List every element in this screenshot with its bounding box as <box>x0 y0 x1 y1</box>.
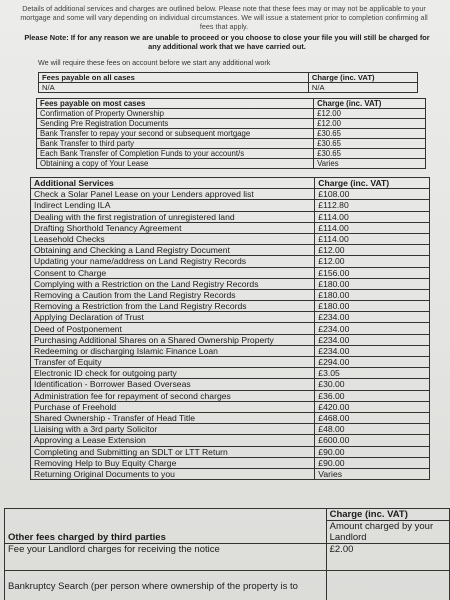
table-row <box>31 368 430 379</box>
table-row <box>37 139 426 149</box>
service-cell: Applying Declaration of Trust <box>31 312 315 323</box>
charge-cell: £2.00 <box>326 544 449 571</box>
service-cell: Electronic ID check for outgoing party <box>31 368 315 379</box>
please-note-paragraph: Please Note: If for any reason we are unable to proceed or you choose to close your file you will still be charged for any additional work that we have carried out. <box>24 33 430 51</box>
column-header-charge: Charge (inc. VAT) <box>308 73 417 83</box>
charge-cell: £108.00 <box>315 189 430 200</box>
service-cell: Updating your name/address on Land Registry Records <box>31 256 315 267</box>
fees-all-cases-table <box>38 72 418 93</box>
table-row <box>31 446 430 457</box>
table-row <box>31 401 430 412</box>
charge-cell: £180.00 <box>315 301 430 312</box>
service-cell: Deed of Postponement <box>31 323 315 334</box>
charge-cell: £600.00 <box>315 435 430 446</box>
charge-cell: £12.00 <box>314 109 426 119</box>
charge-cell: £30.65 <box>314 149 426 159</box>
column-header-charge: Charge (inc. VAT) <box>315 178 430 189</box>
charge-cell: £114.00 <box>315 233 430 244</box>
table-row <box>31 267 430 278</box>
service-cell: Sending Pre Registration Documents <box>37 119 314 129</box>
service-cell: Each Bank Transfer of Completion Funds to your account/s <box>37 149 314 159</box>
service-cell: Confirmation of Property Ownership <box>37 109 314 119</box>
table-row <box>31 312 430 323</box>
additional-services-table <box>30 177 430 480</box>
charge-cell: £468.00 <box>315 412 430 423</box>
charge-cell: £294.00 <box>315 357 430 368</box>
table-row <box>5 571 450 600</box>
charge-cell: £420.00 <box>315 401 430 412</box>
service-cell: Bankruptcy Search (per person where ownership of the property is to <box>5 571 327 600</box>
service-cell: Purchase of Freehold <box>31 401 315 412</box>
table-row <box>31 435 430 446</box>
service-cell: Returning Original Documents to you <box>31 468 315 479</box>
charge-cell: £12.00 <box>315 245 430 256</box>
service-cell: Liaising with a 3rd party Solicitor <box>31 424 315 435</box>
table-row <box>31 334 430 345</box>
service-cell: Shared Ownership - Transfer of Head Title <box>31 412 315 423</box>
charge-header-label: Charge (inc. VAT) <box>327 509 449 521</box>
charge-cell: Varies <box>315 468 430 479</box>
service-cell: Redeeming or discharging Islamic Finance Loan <box>31 345 315 356</box>
intro-paragraph: Details of additional services and charges are outlined below. Please note that these fees may or may not be applicable to your mortgage and some will vary depending on individual circumstances. We will issue a statement prior to completion confirming all fees that apply. <box>20 4 428 31</box>
column-header-service: Additional Services <box>31 178 315 189</box>
charge-cell: £234.00 <box>315 334 430 345</box>
service-cell: Approving a Lease Extension <box>31 435 315 446</box>
service-cell: Purchasing Additional Shares on a Shared Ownership Property <box>31 334 315 345</box>
charge-cell: £90.00 <box>315 457 430 468</box>
service-cell: Bank Transfer to third party <box>37 139 314 149</box>
table-row <box>31 323 430 334</box>
charge-cell: £234.00 <box>315 323 430 334</box>
table-row <box>31 390 430 401</box>
charge-cell <box>326 571 449 600</box>
table-row <box>31 222 430 233</box>
charge-cell: £12.00 <box>315 256 430 267</box>
charge-cell: £180.00 <box>315 289 430 300</box>
fees-on-account-note: We will require these fees on account before we start any additional work <box>38 58 271 67</box>
table-row <box>31 256 430 267</box>
table-row <box>31 233 430 244</box>
table-row <box>31 245 430 256</box>
table-row <box>31 345 430 356</box>
charge-cell: £12.00 <box>314 119 426 129</box>
table-row <box>31 468 430 479</box>
table-row <box>31 357 430 368</box>
column-header-service: Fees payable on all cases <box>39 73 309 83</box>
table-row <box>31 189 430 200</box>
service-cell: Consent to Charge <box>31 267 315 278</box>
charge-cell: £234.00 <box>315 312 430 323</box>
service-cell: Obtaining and Checking a Land Registry Document <box>31 245 315 256</box>
service-cell: Transfer of Equity <box>31 357 315 368</box>
charge-cell: £36.00 <box>315 390 430 401</box>
service-cell: Administration fee for repayment of second charges <box>31 390 315 401</box>
table-row <box>31 211 430 222</box>
charge-cell: £30.00 <box>315 379 430 390</box>
charge-cell: £112.80 <box>315 200 430 211</box>
charge-cell: Varies <box>314 159 426 169</box>
service-cell: Dealing with the first registration of unregistered land <box>31 211 315 222</box>
table-row <box>31 379 430 390</box>
table-row <box>37 149 426 159</box>
charge-cell: £90.00 <box>315 446 430 457</box>
service-cell: Identification - Borrower Based Overseas <box>31 379 315 390</box>
table-row <box>31 278 430 289</box>
table-row <box>31 289 430 300</box>
table-row <box>31 424 430 435</box>
table-row <box>37 129 426 139</box>
table-row <box>31 301 430 312</box>
charge-cell: £114.00 <box>315 211 430 222</box>
charge-cell: £3.05 <box>315 368 430 379</box>
third-party-fees-table <box>4 508 450 600</box>
fees-most-cases-table <box>36 98 426 169</box>
service-cell: Check a Solar Panel Lease on your Lenders approved list <box>31 189 315 200</box>
charge-cell: £234.00 <box>315 345 430 356</box>
charge-cell: £30.65 <box>314 139 426 149</box>
column-header-service: Fees payable on most cases <box>37 99 314 109</box>
table-header-row <box>37 99 426 109</box>
charge-cell: £30.65 <box>314 129 426 139</box>
charge-cell: £180.00 <box>315 278 430 289</box>
table-header-row <box>39 73 418 83</box>
table-row <box>37 119 426 129</box>
column-header-charge: Charge (inc. VAT) <box>314 99 426 109</box>
service-cell: Fee your Landlord charges for receiving the notice <box>5 544 327 571</box>
table-row <box>37 109 426 119</box>
table-row <box>31 412 430 423</box>
service-cell: Bank Transfer to repay your second or subsequent mortgage <box>37 129 314 139</box>
column-header-service: Other fees charged by third parties <box>5 509 327 544</box>
service-cell: N/A <box>39 83 309 93</box>
charge-cell: £114.00 <box>315 222 430 233</box>
table-row <box>39 83 418 93</box>
column-header-charge <box>326 509 449 544</box>
table-row <box>31 200 430 211</box>
charge-cell: £156.00 <box>315 267 430 278</box>
table-row <box>5 544 450 571</box>
table-header-row <box>5 509 450 544</box>
charge-cell: £48.00 <box>315 424 430 435</box>
service-cell: Removing Help to Buy Equity Charge <box>31 457 315 468</box>
service-cell: Complying with a Restriction on the Land Registry Records <box>31 278 315 289</box>
table-row <box>37 159 426 169</box>
service-cell: Indirect Lending ILA <box>31 200 315 211</box>
service-cell: Drafting Shorthold Tenancy Agreement <box>31 222 315 233</box>
charge-cell: N/A <box>308 83 417 93</box>
service-cell: Leasehold Checks <box>31 233 315 244</box>
service-cell: Removing a Restriction from the Land Registry Records <box>31 301 315 312</box>
service-cell: Removing a Caution from the Land Registry Records <box>31 289 315 300</box>
table-header-row <box>31 178 430 189</box>
charge-subheader-label: Amount charged by your Landlord <box>329 521 434 543</box>
table-row <box>31 457 430 468</box>
service-cell: Completing and Submitting an SDLT or LTT Return <box>31 446 315 457</box>
service-cell: Obtaining a copy of Your Lease <box>37 159 314 169</box>
